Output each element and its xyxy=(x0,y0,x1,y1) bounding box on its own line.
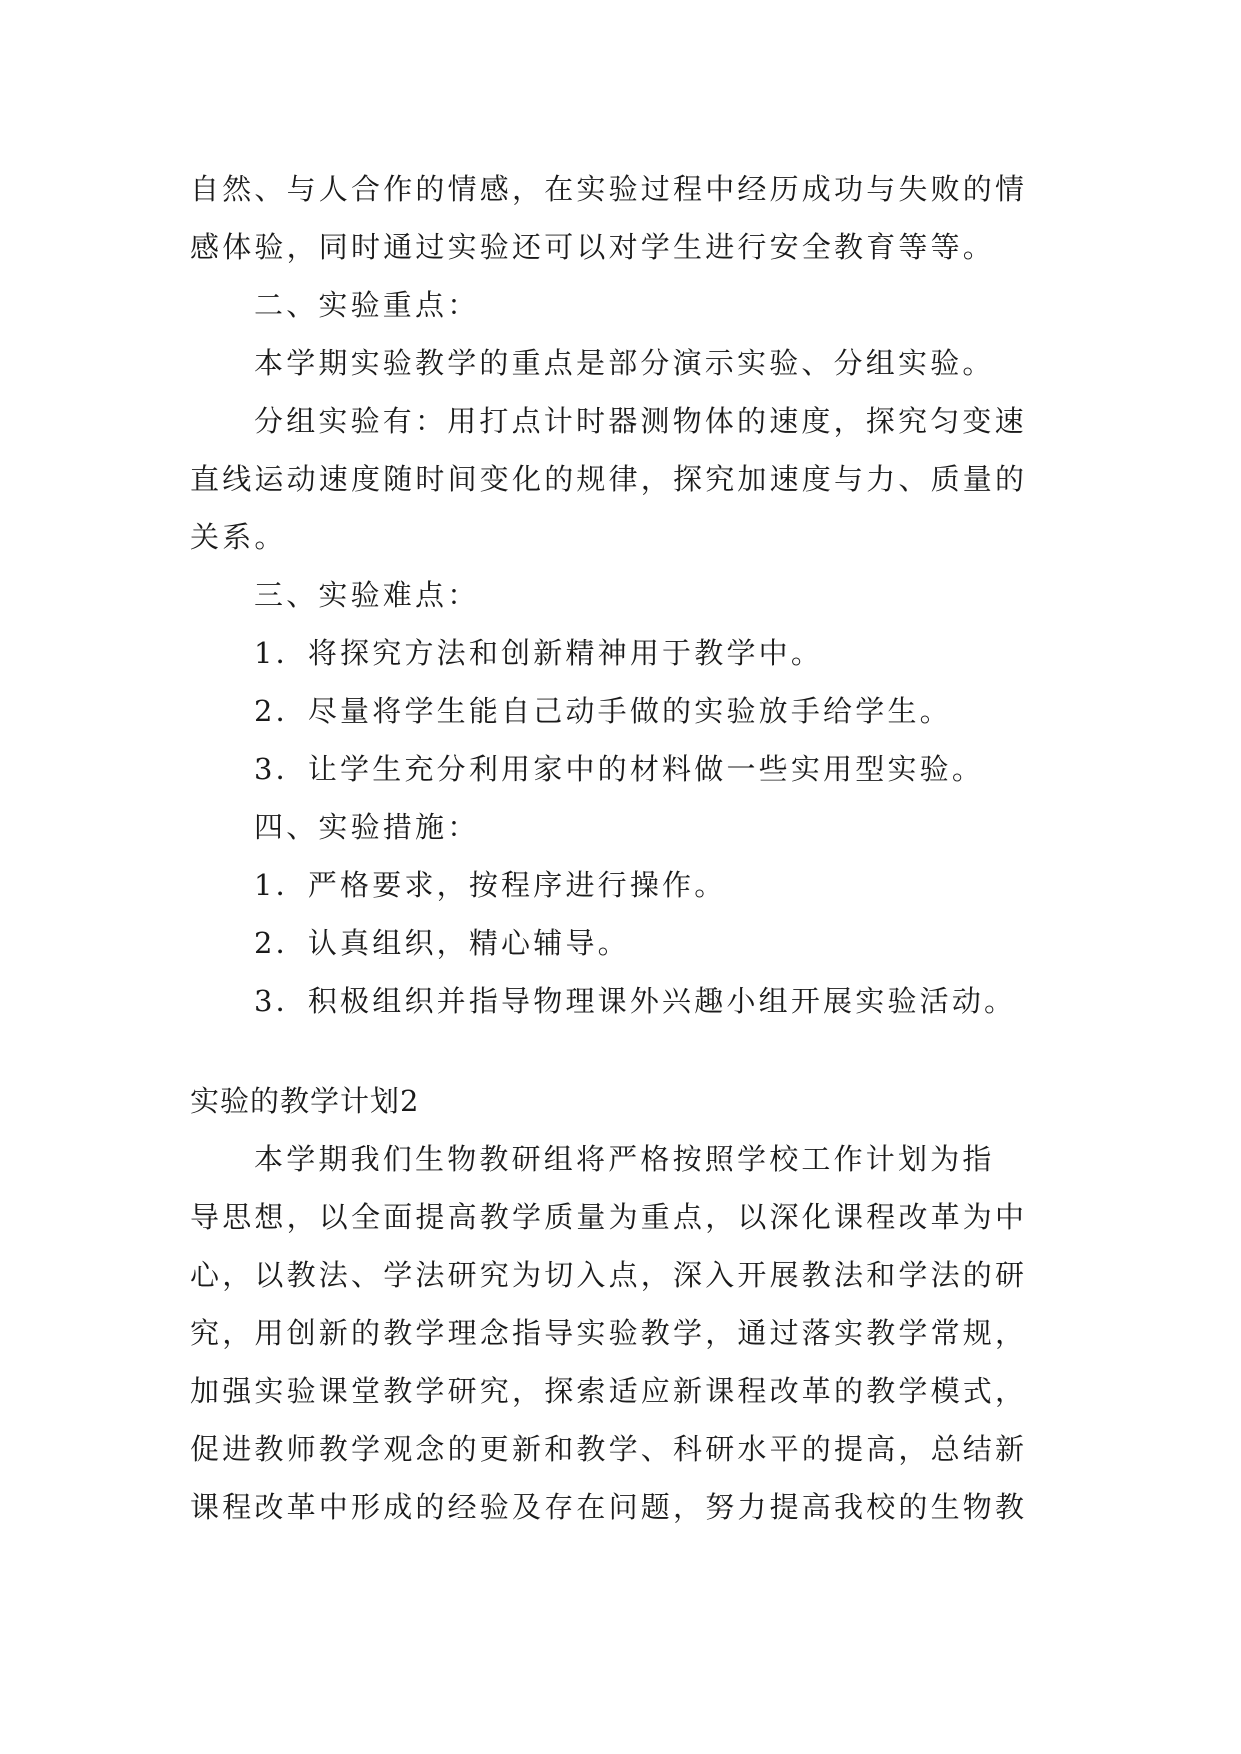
list-item: 3．积极组织并指导物理课外兴趣小组开展实验活动。 xyxy=(254,984,1017,1018)
paragraph-line: 感体验，同时通过实验还可以对学生进行安全教育等等。 xyxy=(190,230,996,264)
paragraph-line: 本学期我们生物教研组将严格按照学校工作计划为指 xyxy=(254,1142,995,1176)
list-item: 2．认真组织，精心辅导。 xyxy=(254,926,630,960)
section-heading: 三、实验难点： xyxy=(254,578,480,612)
paragraph-line: 促进教师教学观念的更新和教学、科研水平的提高，总结新 xyxy=(190,1432,1028,1466)
paragraph-line: 心，以教法、学法研究为切入点，深入开展教法和学法的研 xyxy=(190,1258,1028,1292)
paragraph-line: 导思想，以全面提高教学质量为重点，以深化课程改革为中 xyxy=(190,1200,1028,1234)
paragraph-line: 加强实验课堂教学研究，探索适应新课程改革的教学模式， xyxy=(190,1374,1028,1408)
list-item: 1．严格要求，按程序进行操作。 xyxy=(254,868,727,902)
paragraph-line: 关系。 xyxy=(190,520,287,554)
paragraph-line: 直线运动速度随时间变化的规律，探究加速度与力、质量的 xyxy=(190,462,1028,496)
paragraph-line: 究，用创新的教学理念指导实验教学，通过落实教学常规， xyxy=(190,1316,1028,1350)
list-item: 1．将探究方法和创新精神用于教学中。 xyxy=(254,636,824,670)
paragraph-line: 课程改革中形成的经验及存在问题，努力提高我校的生物教 xyxy=(190,1490,1028,1524)
document-body xyxy=(190,160,1060,1536)
paragraph-line: 分组实验有：用打点计时器测物体的速度，探究匀变速 xyxy=(254,404,1027,438)
document-title: 实验的教学计划2 xyxy=(190,1084,420,1118)
paragraph-line: 自然、与人合作的情感，在实验过程中经历成功与失败的情 xyxy=(190,172,1028,206)
section-heading: 四、实验措施： xyxy=(254,810,480,844)
section-heading: 二、实验重点： xyxy=(254,288,480,322)
paragraph-line: 本学期实验教学的重点是部分演示实验、分组实验。 xyxy=(254,346,995,380)
list-item: 2．尽量将学生能自己动手做的实验放手给学生。 xyxy=(254,694,952,728)
list-item: 3．让学生充分利用家中的材料做一些实用型实验。 xyxy=(254,752,985,786)
